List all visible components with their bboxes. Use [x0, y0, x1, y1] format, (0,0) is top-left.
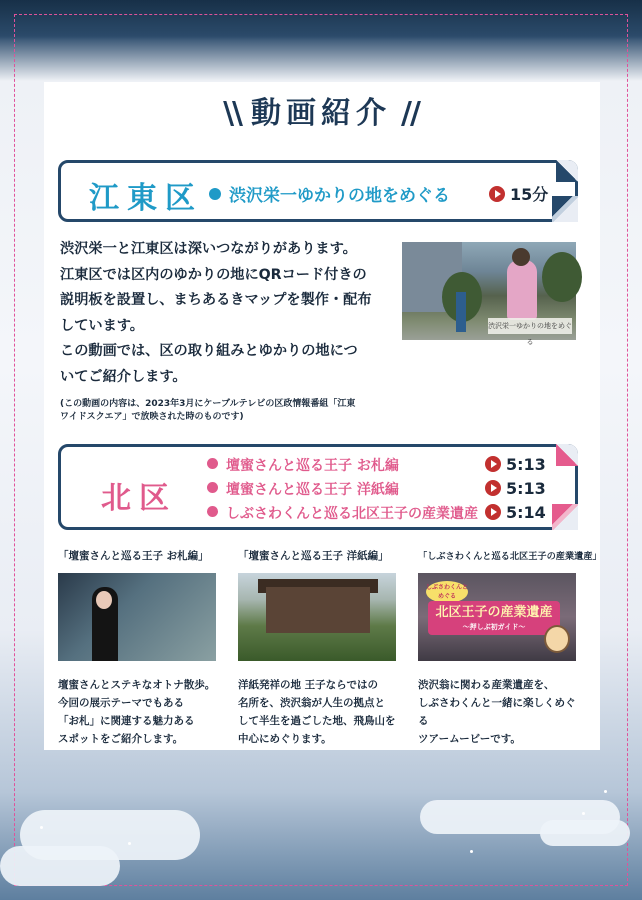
- koto-duration: [489, 182, 548, 205]
- page-heading: [0, 88, 642, 132]
- koto-ward-label: 江東区: [89, 181, 203, 216]
- kita-video-title-2[interactable]: [207, 479, 399, 499]
- thumbnail-title-board: [428, 601, 560, 635]
- cloud-shape: [0, 846, 120, 886]
- card-label-2: 「壇蜜さんと巡る王子 洋紙編」: [238, 550, 389, 562]
- play-icon[interactable]: [485, 480, 501, 496]
- thumbnail-badge: しぶさわくんとめぐる: [426, 581, 468, 603]
- card-desc-line: 「お札」に関連する魅力ある: [58, 715, 195, 727]
- note-line: ワイドスクエア」で放映された時のものです): [60, 412, 244, 422]
- kita-ward-label: 北区: [101, 481, 177, 516]
- card-desc-line: 今回の展示テーマでもある: [58, 697, 184, 709]
- banner-page-curl: [552, 196, 578, 222]
- card-description-3: [418, 676, 582, 748]
- banner-corner-fold: [556, 160, 578, 182]
- play-icon[interactable]: [489, 186, 505, 202]
- circle-bullet-icon: [207, 506, 218, 517]
- card-desc-line: 壇蜜さんとステキなオトナ散歩。: [58, 679, 216, 691]
- koto-note: [60, 398, 400, 424]
- thumbnail-caption: 渋沢栄一ゆかりの地をめぐる: [488, 318, 572, 334]
- banner-corner-fold: [556, 444, 578, 466]
- play-icon[interactable]: [485, 456, 501, 472]
- koto-description: [60, 237, 394, 390]
- presenter-face: [96, 591, 112, 609]
- video-thumbnail-1[interactable]: [58, 573, 216, 661]
- card-desc-line: 洋紙発祥の地 王子ならではの: [238, 679, 379, 691]
- card-label-3: 「しぶさわくんと巡る北区王子の産業遺産」: [418, 551, 602, 562]
- koto-video-thumbnail[interactable]: [402, 242, 576, 346]
- mascot-character: [544, 625, 570, 653]
- card-desc-line: ツアームービーです。: [418, 733, 521, 745]
- card-label-1: 「壇蜜さんと巡る王子 お札編」: [58, 550, 209, 562]
- star-dot: [128, 842, 131, 845]
- video-thumbnail-2[interactable]: [238, 573, 396, 661]
- koto-video-title[interactable]: [209, 181, 450, 206]
- koto-duration-text: 15分: [510, 185, 549, 204]
- kita-video-title-text: 壇蜜さんと巡る王子 お札編: [226, 458, 399, 474]
- tree-shape: [542, 252, 582, 302]
- koto-banner: [58, 160, 578, 222]
- kita-duration-3: [485, 503, 546, 522]
- circle-bullet-icon: [207, 482, 218, 493]
- card-desc-line: スポットをご紹介します。: [58, 733, 184, 745]
- kita-video-title-3[interactable]: [207, 503, 478, 523]
- desc-line: 渋沢栄一と江東区は深いつながりがあります。: [60, 241, 357, 257]
- cloud-shape: [540, 820, 630, 846]
- circle-bullet-icon: [209, 188, 221, 200]
- note-line: (この動画の内容は、2023年3月にケーブルテレビの区政情報番組「江東: [60, 399, 356, 409]
- banner-page-curl: [552, 504, 578, 530]
- presenter-figure: [507, 260, 537, 320]
- card-desc-line: 渋沢翁に関わる産業遺産を、: [418, 679, 555, 691]
- kita-duration-text: 5:13: [506, 455, 546, 474]
- card-description-2: [238, 676, 402, 748]
- thumbnail-title: 北区王子の産業遺産: [435, 605, 553, 620]
- star-dot: [470, 850, 473, 853]
- video-thumbnail-3[interactable]: [418, 573, 576, 661]
- desc-line: しています。: [60, 317, 144, 334]
- play-icon[interactable]: [485, 504, 501, 520]
- desc-line: 江東区では区内のゆかりの地にQRコード付きの: [60, 266, 367, 283]
- koto-video-title-text: 渋沢栄一ゆかりの地をめぐる: [229, 186, 450, 206]
- kita-duration-text: 5:14: [506, 503, 546, 522]
- star-dot: [604, 790, 607, 793]
- thumbnail-subtitle: 〜押しぶ初ガイド〜: [462, 623, 526, 631]
- star-dot: [40, 826, 43, 829]
- heading-text: 動画紹介: [251, 96, 391, 131]
- kita-video-title-text: しぶさわくんと巡る北区王子の産業遺産: [226, 506, 478, 522]
- kita-duration-2: [485, 479, 546, 498]
- circle-bullet-icon: [207, 458, 218, 469]
- desc-line: いてご紹介します。: [60, 368, 187, 385]
- card-desc-line: して半生を過ごした地、飛鳥山を: [238, 715, 396, 727]
- kita-duration-1: [485, 455, 546, 474]
- card-desc-line: 中心にめぐります。: [238, 733, 332, 745]
- kita-duration-text: 5:13: [506, 479, 546, 498]
- desc-line: この動画では、区の取り組みとゆかりの地につ: [60, 343, 358, 359]
- kita-banner: [58, 444, 578, 530]
- card-desc-line: 名所を、渋沢翁が人生の拠点と: [238, 697, 385, 709]
- card-description-1: [58, 676, 222, 748]
- kita-video-title-text: 壇蜜さんと巡る王子 洋紙編: [226, 482, 399, 498]
- kita-video-title-1[interactable]: [207, 455, 399, 475]
- slash-right-icon: //: [401, 96, 419, 131]
- desc-line: 説明板を設置し、まちあるきマップを製作・配布: [60, 292, 372, 308]
- slash-left-icon: \\: [223, 96, 241, 131]
- star-dot: [582, 812, 585, 815]
- top-band: [0, 0, 642, 40]
- building-shape: [266, 587, 370, 633]
- signboard-shape: [456, 292, 466, 332]
- presenter-head: [512, 248, 530, 266]
- card-desc-line: しぶさわくんと一緒に楽しくめぐる: [418, 697, 576, 727]
